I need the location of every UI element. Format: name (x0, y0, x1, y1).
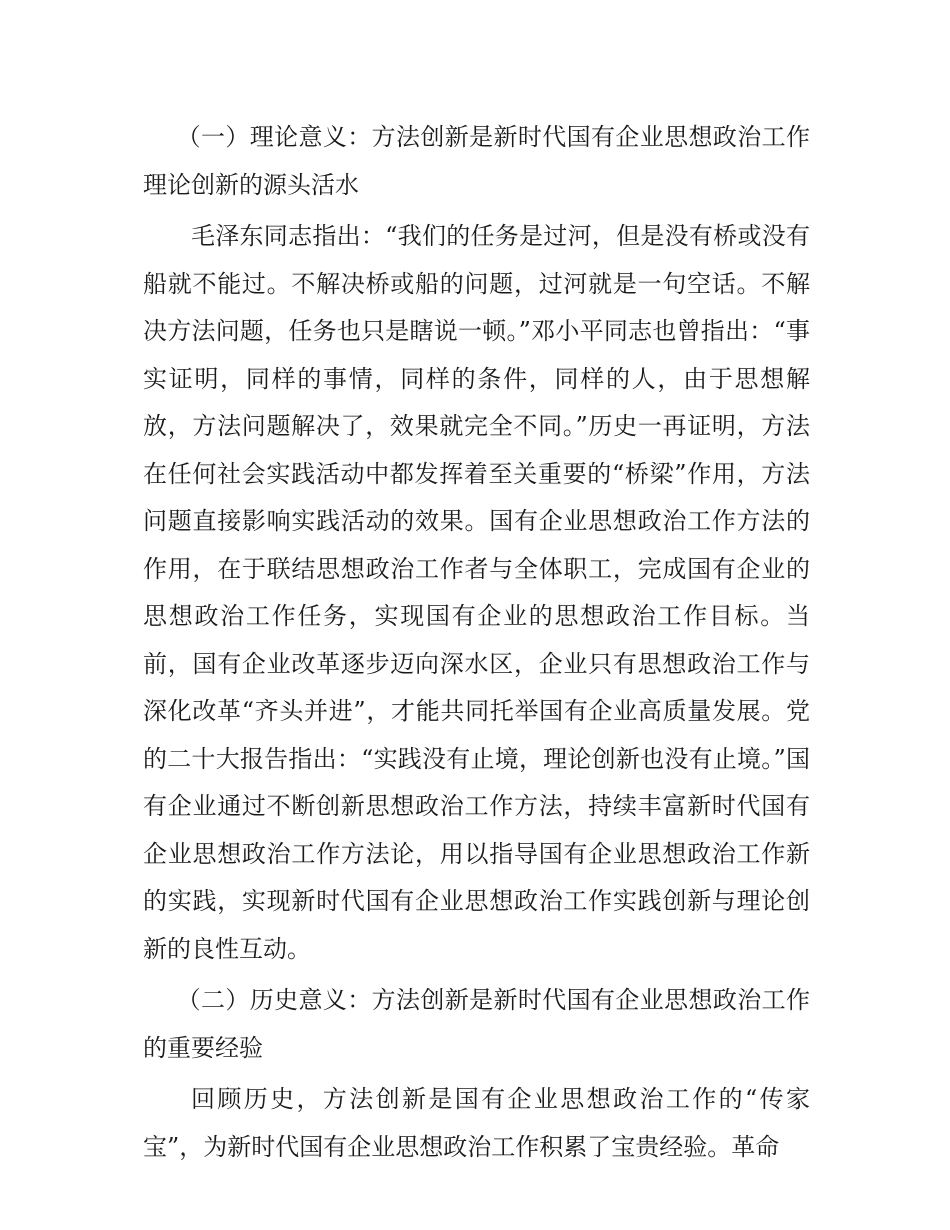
section-paragraph-1: 毛泽东同志指出：“我们的任务是过河，但是没有桥或没有船就不能过。不解决桥或船的问题，过河就是一句空话。不解决方法问题，任务也只是瞎说一顿。”邓小平同志也曾指出：“事实证明，同样的事情，同样的条件，同样的人，由于思想解放，方法问题解决了，效果就完全不同。”历史一再证明，方法在任何社会实践活动中都发挥着至关重要的“桥梁”作用，方法问题直接影响实践活动的效果。国有企业思想政治工作方法的作用，在于联结思想政治工作者与全体职工，完成国有企业的思想政治工作任务，实现国有企业的思想政治工作目标。当前，国有企业改革逐步迈向深水区，企业只有思想政治工作与深化改革“齐头并进”，才能共同托举国有企业高质量发展。党的二十大报告指出：“实践没有止境，理论创新也没有止境。”国有企业通过不断创新思想政治工作方法，持续丰富新时代国有企业思想政治工作方法论，用以指导国有企业思想政治工作新的实践，实现新时代国有企业思想政治工作实践创新与理论创新的良性互动。 (143, 222, 810, 963)
section-paragraph-2: 回顾历史，方法创新是国有企业思想政治工作的“传家宝”，为新时代国有企业思想政治工作积累了宝贵经验。革命 (143, 1085, 810, 1161)
section-heading-2: （二）历史意义：方法创新是新时代国有企业思想政治工作的重要经验 (143, 986, 810, 1062)
document-body (143, 114, 810, 1175)
section-heading-1: （一）理论意义：方法创新是新时代国有企业思想政治工作理论创新的源头活水 (143, 123, 810, 199)
